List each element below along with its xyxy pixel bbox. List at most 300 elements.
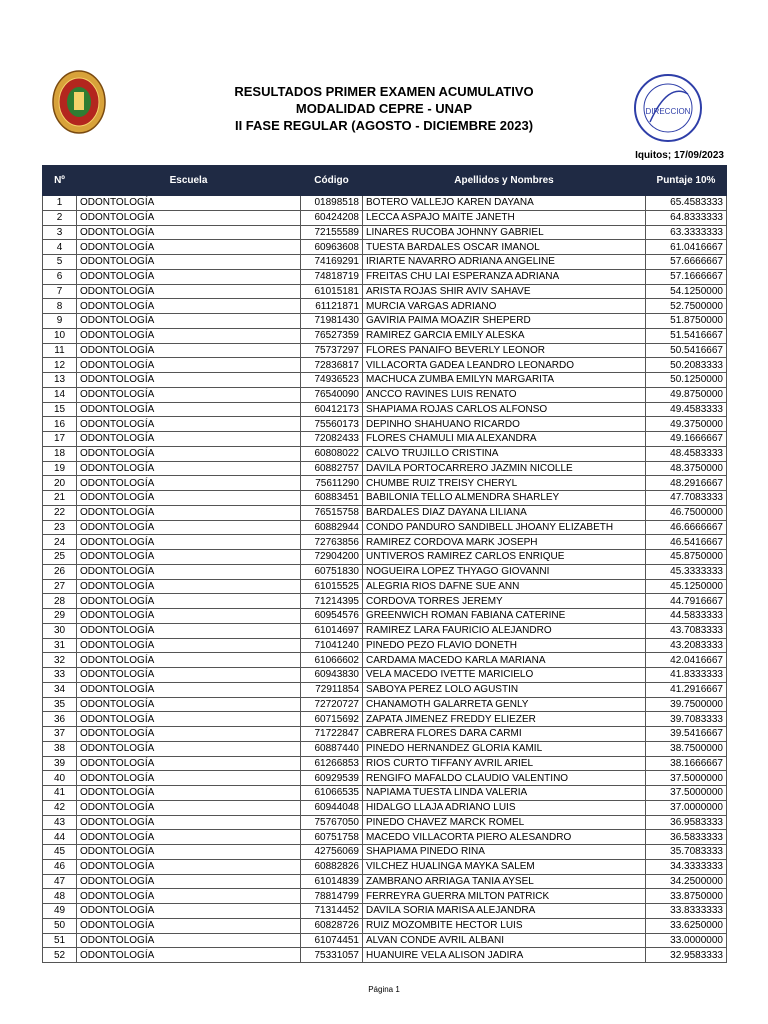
col-header-code: Código <box>301 166 363 196</box>
name-cell: FLORES PANAIFO BEVERLY LEONOR <box>363 343 646 358</box>
name-cell: RAMIREZ GARCIA EMILY ALESKA <box>363 328 646 343</box>
table-row <box>43 727 727 742</box>
code-cell: 72911854 <box>301 682 363 697</box>
score-cell: 37.5000000 <box>646 771 727 786</box>
name-cell: RAMIREZ CORDOVA MARK JOSEPH <box>363 535 646 550</box>
code-cell: 60943830 <box>301 668 363 683</box>
code-cell: 60882757 <box>301 461 363 476</box>
code-cell: 72763856 <box>301 535 363 550</box>
table-row <box>43 373 727 388</box>
code-cell: 60828726 <box>301 918 363 933</box>
code-cell: 60963608 <box>301 240 363 255</box>
name-cell: RUIZ MOZOMBITE HECTOR LUIS <box>363 918 646 933</box>
school-cell: ODONTOLOGÍA <box>77 328 301 343</box>
name-cell: VILCHEZ HUALINGA MAYKA SALEM <box>363 859 646 874</box>
name-cell: BARDALES DIAZ DAYANA LILIANA <box>363 505 646 520</box>
score-cell: 46.5416667 <box>646 535 727 550</box>
row-number: 11 <box>43 343 77 358</box>
row-number: 50 <box>43 918 77 933</box>
score-cell: 50.1250000 <box>646 373 727 388</box>
table-row <box>43 284 727 299</box>
school-cell: ODONTOLOGÍA <box>77 343 301 358</box>
school-cell: ODONTOLOGÍA <box>77 446 301 461</box>
name-cell: MACHUCA ZUMBA EMILYN MARGARITA <box>363 373 646 388</box>
row-number: 32 <box>43 653 77 668</box>
table-row <box>43 579 727 594</box>
code-cell: 71722847 <box>301 727 363 742</box>
row-number: 8 <box>43 299 77 314</box>
school-cell: ODONTOLOGÍA <box>77 579 301 594</box>
school-cell: ODONTOLOGÍA <box>77 904 301 919</box>
name-cell: CONDO PANDURO SANDIBELL JHOANY ELIZABETH <box>363 520 646 535</box>
school-cell: ODONTOLOGÍA <box>77 933 301 948</box>
code-cell: 61014839 <box>301 874 363 889</box>
row-number: 42 <box>43 800 77 815</box>
row-number: 39 <box>43 756 77 771</box>
table-row <box>43 446 727 461</box>
school-cell: ODONTOLOGÍA <box>77 210 301 225</box>
code-cell: 61266853 <box>301 756 363 771</box>
score-cell: 52.7500000 <box>646 299 727 314</box>
school-cell: ODONTOLOGÍA <box>77 314 301 329</box>
school-cell: ODONTOLOGÍA <box>77 756 301 771</box>
row-number: 23 <box>43 520 77 535</box>
school-cell: ODONTOLOGÍA <box>77 476 301 491</box>
name-cell: HIDALGO LLAJA ADRIANO LUIS <box>363 800 646 815</box>
table-row <box>43 210 727 225</box>
table-row <box>43 712 727 727</box>
table-row <box>43 653 727 668</box>
code-cell: 60887440 <box>301 741 363 756</box>
code-cell: 61121871 <box>301 299 363 314</box>
name-cell: SABOYA PEREZ LOLO AGUSTIN <box>363 682 646 697</box>
code-cell: 42756069 <box>301 845 363 860</box>
school-cell: ODONTOLOGÍA <box>77 682 301 697</box>
score-cell: 33.0000000 <box>646 933 727 948</box>
table-row <box>43 904 727 919</box>
col-header-number: Nº <box>43 166 77 196</box>
school-cell: ODONTOLOGÍA <box>77 845 301 860</box>
school-cell: ODONTOLOGÍA <box>77 491 301 506</box>
score-cell: 49.1666667 <box>646 432 727 447</box>
code-cell: 74936523 <box>301 373 363 388</box>
score-cell: 51.5416667 <box>646 328 727 343</box>
name-cell: RAMIREZ LARA FAURICIO ALEJANDRO <box>363 623 646 638</box>
score-cell: 37.5000000 <box>646 786 727 801</box>
table-row <box>43 476 727 491</box>
score-cell: 39.7083333 <box>646 712 727 727</box>
score-cell: 38.7500000 <box>646 741 727 756</box>
school-cell: ODONTOLOGÍA <box>77 727 301 742</box>
table-row <box>43 786 727 801</box>
code-cell: 60944048 <box>301 800 363 815</box>
table-row <box>43 240 727 255</box>
name-cell: LECCA ASPAJO MAITE JANETH <box>363 210 646 225</box>
row-number: 27 <box>43 579 77 594</box>
code-cell: 60883451 <box>301 491 363 506</box>
school-cell: ODONTOLOGÍA <box>77 948 301 963</box>
table-header-row <box>43 166 727 196</box>
table-row <box>43 845 727 860</box>
row-number: 49 <box>43 904 77 919</box>
score-cell: 37.0000000 <box>646 800 727 815</box>
name-cell: GREENWICH ROMAN FABIANA CATERINE <box>363 609 646 624</box>
code-cell: 72904200 <box>301 550 363 565</box>
name-cell: TUESTA BARDALES OSCAR IMANOL <box>363 240 646 255</box>
name-cell: CALVO TRUJILLO CRISTINA <box>363 446 646 461</box>
code-cell: 60882826 <box>301 859 363 874</box>
school-cell: ODONTOLOGÍA <box>77 402 301 417</box>
school-cell: ODONTOLOGÍA <box>77 196 301 211</box>
row-number: 47 <box>43 874 77 889</box>
table-row <box>43 948 727 963</box>
table-row <box>43 299 727 314</box>
code-cell: 75767050 <box>301 815 363 830</box>
school-cell: ODONTOLOGÍA <box>77 225 301 240</box>
row-number: 4 <box>43 240 77 255</box>
row-number: 38 <box>43 741 77 756</box>
score-cell: 44.7916667 <box>646 594 727 609</box>
school-cell: ODONTOLOGÍA <box>77 358 301 373</box>
score-cell: 48.3750000 <box>646 461 727 476</box>
name-cell: CORDOVA TORRES JEREMY <box>363 594 646 609</box>
school-cell: ODONTOLOGÍA <box>77 889 301 904</box>
code-cell: 74169291 <box>301 255 363 270</box>
row-number: 24 <box>43 535 77 550</box>
row-number: 5 <box>43 255 77 270</box>
score-cell: 47.7083333 <box>646 491 727 506</box>
school-cell: ODONTOLOGÍA <box>77 520 301 535</box>
name-cell: SHAPIAMA PINEDO RINA <box>363 845 646 860</box>
row-number: 34 <box>43 682 77 697</box>
name-cell: LINARES RUCOBA JOHNNY GABRIEL <box>363 225 646 240</box>
school-cell: ODONTOLOGÍA <box>77 564 301 579</box>
row-number: 52 <box>43 948 77 963</box>
score-cell: 34.3333333 <box>646 859 727 874</box>
table-row <box>43 800 727 815</box>
score-cell: 35.7083333 <box>646 845 727 860</box>
row-number: 22 <box>43 505 77 520</box>
row-number: 20 <box>43 476 77 491</box>
row-number: 41 <box>43 786 77 801</box>
table-row <box>43 417 727 432</box>
score-cell: 39.5416667 <box>646 727 727 742</box>
row-number: 36 <box>43 712 77 727</box>
score-cell: 36.5833333 <box>646 830 727 845</box>
table-row <box>43 402 727 417</box>
code-cell: 60808022 <box>301 446 363 461</box>
row-number: 18 <box>43 446 77 461</box>
code-cell: 60929539 <box>301 771 363 786</box>
school-cell: ODONTOLOGÍA <box>77 697 301 712</box>
code-cell: 61074451 <box>301 933 363 948</box>
score-cell: 46.7500000 <box>646 505 727 520</box>
score-cell: 33.6250000 <box>646 918 727 933</box>
score-cell: 65.4583333 <box>646 196 727 211</box>
code-cell: 71981430 <box>301 314 363 329</box>
name-cell: UNTIVEROS RAMIREZ CARLOS ENRIQUE <box>363 550 646 565</box>
col-header-score: Puntaje 10% <box>646 166 727 196</box>
school-cell: ODONTOLOGÍA <box>77 417 301 432</box>
score-cell: 64.8333333 <box>646 210 727 225</box>
table-row <box>43 564 727 579</box>
code-cell: 72082433 <box>301 432 363 447</box>
code-cell: 78814799 <box>301 889 363 904</box>
code-cell: 74818719 <box>301 269 363 284</box>
score-cell: 42.0416667 <box>646 653 727 668</box>
name-cell: PINEDO HERNANDEZ GLORIA KAMIL <box>363 741 646 756</box>
code-cell: 60715692 <box>301 712 363 727</box>
row-number: 9 <box>43 314 77 329</box>
table-row <box>43 682 727 697</box>
name-cell: CHUMBE RUIZ TREISY CHERYL <box>363 476 646 491</box>
row-number: 6 <box>43 269 77 284</box>
name-cell: MACEDO VILLACORTA PIERO ALESANDRO <box>363 830 646 845</box>
name-cell: DEPINHO SHAHUANO RICARDO <box>363 417 646 432</box>
name-cell: VILLACORTA GADEA LEANDRO LEONARDO <box>363 358 646 373</box>
table-row <box>43 918 727 933</box>
score-cell: 57.6666667 <box>646 255 727 270</box>
name-cell: ARISTA ROJAS SHIR AVIV SAHAVE <box>363 284 646 299</box>
school-cell: ODONTOLOGÍA <box>77 240 301 255</box>
table-row <box>43 756 727 771</box>
score-cell: 44.5833333 <box>646 609 727 624</box>
table-row <box>43 343 727 358</box>
code-cell: 60954576 <box>301 609 363 624</box>
table-row <box>43 697 727 712</box>
code-cell: 72720727 <box>301 697 363 712</box>
place-date: Iquitos; 17/09/2023 <box>635 150 724 161</box>
table-row <box>43 535 727 550</box>
score-cell: 57.1666667 <box>646 269 727 284</box>
school-cell: ODONTOLOGÍA <box>77 299 301 314</box>
name-cell: ZAPATA JIMENEZ FREDDY ELIEZER <box>363 712 646 727</box>
name-cell: NAPIAMA TUESTA LINDA VALERIA <box>363 786 646 801</box>
row-number: 43 <box>43 815 77 830</box>
row-number: 51 <box>43 933 77 948</box>
school-cell: ODONTOLOGÍA <box>77 741 301 756</box>
code-cell: 76515758 <box>301 505 363 520</box>
score-cell: 34.2500000 <box>646 874 727 889</box>
score-cell: 43.2083333 <box>646 638 727 653</box>
row-number: 26 <box>43 564 77 579</box>
score-cell: 50.2083333 <box>646 358 727 373</box>
row-number: 45 <box>43 845 77 860</box>
name-cell: GAVIRIA PAIMA MOAZIR SHEPERD <box>363 314 646 329</box>
table-row <box>43 933 727 948</box>
table-row <box>43 196 727 211</box>
score-cell: 48.4583333 <box>646 446 727 461</box>
row-number: 25 <box>43 550 77 565</box>
row-number: 29 <box>43 609 77 624</box>
table-row <box>43 815 727 830</box>
table-body <box>43 196 727 963</box>
code-cell: 61066535 <box>301 786 363 801</box>
school-cell: ODONTOLOGÍA <box>77 284 301 299</box>
table-row <box>43 609 727 624</box>
score-cell: 36.9583333 <box>646 815 727 830</box>
score-cell: 32.9583333 <box>646 948 727 963</box>
school-cell: ODONTOLOGÍA <box>77 638 301 653</box>
row-number: 46 <box>43 859 77 874</box>
table-row <box>43 432 727 447</box>
school-cell: ODONTOLOGÍA <box>77 815 301 830</box>
score-cell: 33.8333333 <box>646 904 727 919</box>
school-cell: ODONTOLOGÍA <box>77 461 301 476</box>
school-cell: ODONTOLOGÍA <box>77 653 301 668</box>
score-cell: 49.3750000 <box>646 417 727 432</box>
row-number: 14 <box>43 387 77 402</box>
name-cell: BOTERO VALLEJO KAREN DAYANA <box>363 196 646 211</box>
table-row <box>43 638 727 653</box>
school-cell: ODONTOLOGÍA <box>77 505 301 520</box>
score-cell: 51.8750000 <box>646 314 727 329</box>
score-cell: 63.3333333 <box>646 225 727 240</box>
name-cell: BABILONIA TELLO ALMENDRA SHARLEY <box>363 491 646 506</box>
school-cell: ODONTOLOGÍA <box>77 771 301 786</box>
row-number: 10 <box>43 328 77 343</box>
score-cell: 61.0416667 <box>646 240 727 255</box>
code-cell: 71214395 <box>301 594 363 609</box>
score-cell: 54.1250000 <box>646 284 727 299</box>
row-number: 21 <box>43 491 77 506</box>
table-row <box>43 225 727 240</box>
row-number: 37 <box>43 727 77 742</box>
table-row <box>43 594 727 609</box>
school-cell: ODONTOLOGÍA <box>77 623 301 638</box>
code-cell: 76527359 <box>301 328 363 343</box>
school-cell: ODONTOLOGÍA <box>77 432 301 447</box>
name-cell: ZAMBRANO ARRIAGA TANIA AYSEL <box>363 874 646 889</box>
name-cell: ANCCO RAVINES LUIS RENATO <box>363 387 646 402</box>
row-number: 31 <box>43 638 77 653</box>
row-number: 15 <box>43 402 77 417</box>
name-cell: CARDAMA MACEDO KARLA MARIANA <box>363 653 646 668</box>
code-cell: 61015181 <box>301 284 363 299</box>
score-cell: 49.4583333 <box>646 402 727 417</box>
name-cell: MURCIA VARGAS ADRIANO <box>363 299 646 314</box>
school-cell: ODONTOLOGÍA <box>77 373 301 388</box>
row-number: 48 <box>43 889 77 904</box>
name-cell: IRIARTE NAVARRO ADRIANA ANGELINE <box>363 255 646 270</box>
school-cell: ODONTOLOGÍA <box>77 668 301 683</box>
name-cell: RIOS CURTO TIFFANY AVRIL ARIEL <box>363 756 646 771</box>
school-cell: ODONTOLOGÍA <box>77 269 301 284</box>
code-cell: 75737297 <box>301 343 363 358</box>
name-cell: ALEGRIA RIOS DAFNE SUE ANN <box>363 579 646 594</box>
title-line-1: RESULTADOS PRIMER EXAMEN ACUMULATIVO <box>234 84 534 99</box>
table-row <box>43 889 727 904</box>
code-cell: 72836817 <box>301 358 363 373</box>
row-number: 1 <box>43 196 77 211</box>
name-cell: ALVAN CONDE AVRIL ALBANI <box>363 933 646 948</box>
score-cell: 50.5416667 <box>646 343 727 358</box>
name-cell: RENGIFO MAFALDO CLAUDIO VALENTINO <box>363 771 646 786</box>
school-cell: ODONTOLOGÍA <box>77 874 301 889</box>
row-number: 13 <box>43 373 77 388</box>
code-cell: 75611290 <box>301 476 363 491</box>
results-table <box>42 165 727 963</box>
code-cell: 75560173 <box>301 417 363 432</box>
table-row <box>43 358 727 373</box>
school-cell: ODONTOLOGÍA <box>77 609 301 624</box>
name-cell: FREITAS CHU LAI ESPERANZA ADRIANA <box>363 269 646 284</box>
code-cell: 75331057 <box>301 948 363 963</box>
code-cell: 61014697 <box>301 623 363 638</box>
code-cell: 60751830 <box>301 564 363 579</box>
table-row <box>43 623 727 638</box>
table-row <box>43 874 727 889</box>
score-cell: 45.3333333 <box>646 564 727 579</box>
school-cell: ODONTOLOGÍA <box>77 535 301 550</box>
table-row <box>43 668 727 683</box>
code-cell: 61066602 <box>301 653 363 668</box>
code-cell: 60882944 <box>301 520 363 535</box>
title-line-3: II FASE REGULAR (AGOSTO - DICIEMBRE 2023) <box>234 118 534 133</box>
code-cell: 76540090 <box>301 387 363 402</box>
code-cell: 61015525 <box>301 579 363 594</box>
document-title <box>0 83 768 134</box>
school-cell: ODONTOLOGÍA <box>77 786 301 801</box>
name-cell: NOGUEIRA LOPEZ THYAGO GIOVANNI <box>363 564 646 579</box>
table-row <box>43 269 727 284</box>
table-row <box>43 550 727 565</box>
score-cell: 49.8750000 <box>646 387 727 402</box>
name-cell: HUANUIRE VELA ALISON JADIRA <box>363 948 646 963</box>
table-row <box>43 461 727 476</box>
row-number: 7 <box>43 284 77 299</box>
row-number: 19 <box>43 461 77 476</box>
school-cell: ODONTOLOGÍA <box>77 594 301 609</box>
table-row <box>43 314 727 329</box>
school-cell: ODONTOLOGÍA <box>77 830 301 845</box>
table-row <box>43 771 727 786</box>
col-header-name: Apellidos y Nombres <box>363 166 646 196</box>
row-number: 44 <box>43 830 77 845</box>
score-cell: 45.1250000 <box>646 579 727 594</box>
table-row <box>43 387 727 402</box>
table-row <box>43 859 727 874</box>
name-cell: CABRERA FLORES DARA CARMI <box>363 727 646 742</box>
score-cell: 39.7500000 <box>646 697 727 712</box>
score-cell: 41.8333333 <box>646 668 727 683</box>
row-number: 28 <box>43 594 77 609</box>
name-cell: FERREYRA GUERRA MILTON PATRICK <box>363 889 646 904</box>
score-cell: 43.7083333 <box>646 623 727 638</box>
name-cell: FLORES CHAMULI MIA ALEXANDRA <box>363 432 646 447</box>
score-cell: 38.1666667 <box>646 756 727 771</box>
table-row <box>43 741 727 756</box>
seal-text: DIRECCION <box>645 107 691 116</box>
code-cell: 60424208 <box>301 210 363 225</box>
score-cell: 41.2916667 <box>646 682 727 697</box>
page-footer: Página 1 <box>368 985 400 994</box>
school-cell: ODONTOLOGÍA <box>77 712 301 727</box>
table-row <box>43 491 727 506</box>
score-cell: 33.8750000 <box>646 889 727 904</box>
code-cell: 01898518 <box>301 196 363 211</box>
code-cell: 72155589 <box>301 225 363 240</box>
row-number: 33 <box>43 668 77 683</box>
row-number: 12 <box>43 358 77 373</box>
school-cell: ODONTOLOGÍA <box>77 918 301 933</box>
name-cell: DAVILA SORIA MARISA ALEJANDRA <box>363 904 646 919</box>
title-line-2: MODALIDAD CEPRE - UNAP <box>295 101 473 116</box>
school-cell: ODONTOLOGÍA <box>77 387 301 402</box>
score-cell: 46.6666667 <box>646 520 727 535</box>
row-number: 30 <box>43 623 77 638</box>
score-cell: 48.2916667 <box>646 476 727 491</box>
